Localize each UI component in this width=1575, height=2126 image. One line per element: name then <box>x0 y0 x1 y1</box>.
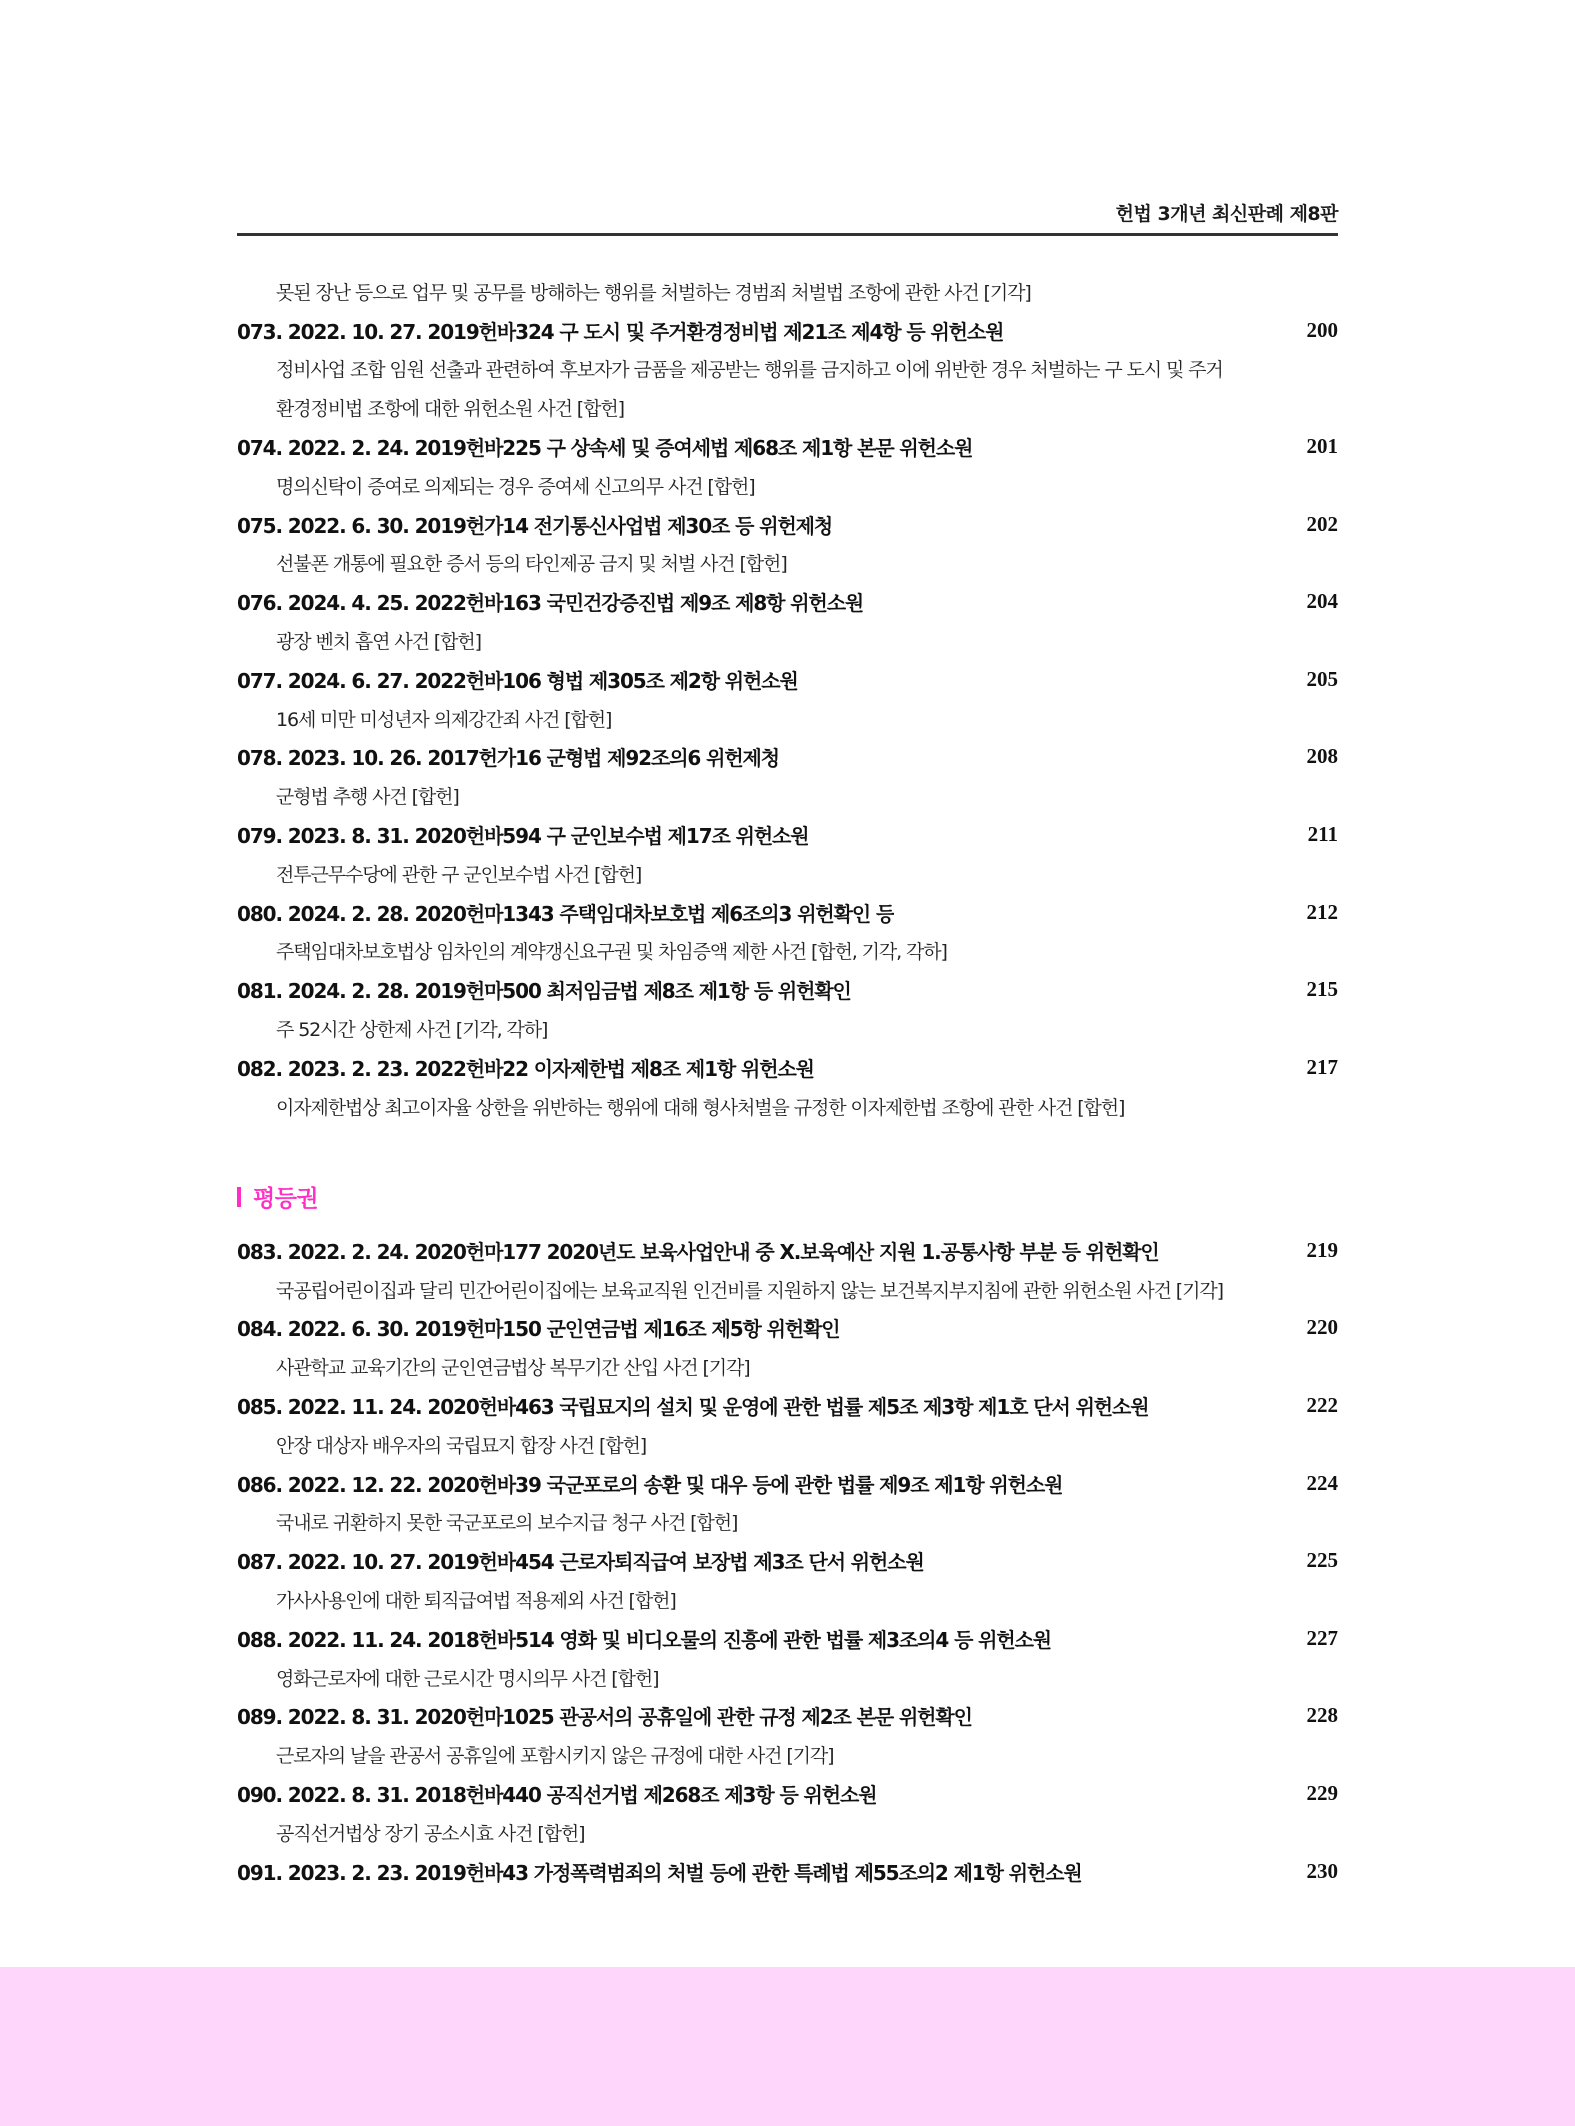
toc-entry-page-number: 217 <box>1306 1054 1338 1079</box>
toc-entry-description: 이자제한법상 최고이자율 상한을 위반하는 행위에 대해 형사처벌을 규정한 이자제한법 조항에 관한 사건 [합헌] <box>276 1096 1125 1119</box>
toc-entry-description: 정비사업 조합 임원 선출과 관련하여 후보자가 금품을 제공받는 행위를 금지하고 이에 위반한 경우 처벌하는 구 도시 및 주거 <box>276 359 1223 382</box>
section-marker-bar <box>237 1187 241 1207</box>
toc-entry <box>237 1619 1338 1658</box>
toc-entry-page-number: 208 <box>1306 744 1338 769</box>
toc-entry-title: 073. 2022. 10. 27. 2019헌바324 구 도시 및 주거환경정비법 제21조 제4항 등 위헌소원 <box>237 319 1004 344</box>
toc-entry-page-number: 215 <box>1306 977 1338 1002</box>
toc-entry <box>237 1541 1338 1580</box>
entry-description-continuation: 못된 장난 등으로 업무 및 공무를 방해하는 행위를 처벌하는 경범죄 처벌법 조항에 관한 사건 [기각] <box>276 281 1031 304</box>
toc-entry <box>237 1048 1338 1087</box>
toc-entry-page-number: 227 <box>1306 1625 1338 1650</box>
section-heading <box>237 1180 318 1213</box>
toc-entry-page-number: 229 <box>1306 1781 1338 1806</box>
toc-entry-title: 074. 2022. 2. 24. 2019헌바225 구 상속세 및 증여세법 제68조 제1항 본문 위헌소원 <box>237 436 973 461</box>
toc-entry-description: 군형법 추행 사건 [합헌] <box>276 786 459 809</box>
toc-entry-title: 080. 2024. 2. 28. 2020헌마1343 주택임대차보호법 제6조의3 위헌확인 등 <box>237 901 895 926</box>
toc-entry-page-number: 230 <box>1306 1858 1338 1883</box>
toc-entry-description: 주택임대차보호법상 임차인의 계약갱신요구권 및 차임증액 제한 사건 [합헌, 기각, 각하] <box>276 941 947 964</box>
toc-entry-description: 국공립어린이집과 달리 민간어린이집에는 보육교직원 인건비를 지원하지 않는 보건복지부지침에 관한 위헌소원 사건 [기각] <box>276 1279 1223 1302</box>
toc-entry-title: 086. 2022. 12. 22. 2020헌바39 국군포로의 송환 및 대우 등에 관한 법률 제9조 제1항 위헌소원 <box>237 1472 1063 1497</box>
toc-entry-description: 가사사용인에 대한 퇴직급여법 적용제외 사건 [합헌] <box>276 1590 676 1613</box>
toc-entry-page-number: 228 <box>1306 1703 1338 1728</box>
toc-entry-description: 국내로 귀환하지 못한 국군포로의 보수지급 청구 사건 [합헌] <box>276 1512 738 1535</box>
toc-entry-title: 083. 2022. 2. 24. 2020헌마177 2020년도 보육사업안내 중 Ⅹ.보육예산 지원 1.공통사항 부분 등 위헌확인 <box>237 1239 1159 1264</box>
toc-entry-title: 079. 2023. 8. 31. 2020헌바594 구 군인보수법 제17조 위헌소원 <box>237 824 809 849</box>
toc-entry <box>237 1697 1338 1736</box>
toc-entry <box>237 1852 1338 1891</box>
toc-entry <box>237 1386 1338 1425</box>
toc-entry-page-number: 205 <box>1306 666 1338 691</box>
toc-entry-description: 주 52시간 상한제 사건 [기각, 각하] <box>276 1019 548 1042</box>
toc-entry-page-number: 211 <box>1307 822 1338 847</box>
toc-entry-page-number: 222 <box>1306 1393 1338 1418</box>
toc-entry-title: 078. 2023. 10. 26. 2017헌가16 군형법 제92조의6 위헌제청 <box>237 746 779 771</box>
toc-entry-page-number: 200 <box>1306 317 1338 342</box>
toc-entry <box>237 815 1338 854</box>
toc-entry-title: 091. 2023. 2. 23. 2019헌바43 가정폭력범죄의 처벌 등에 관한 특례법 제55조의2 제1항 위헌소원 <box>237 1860 1082 1885</box>
toc-entry-description: 영화근로자에 대한 근로시간 명시의무 사건 [합헌] <box>276 1667 659 1690</box>
toc-entry <box>237 427 1338 466</box>
toc-entry <box>237 660 1338 699</box>
toc-entry-description: 선불폰 개통에 필요한 증서 등의 타인제공 금지 및 처벌 사건 [합헌] <box>276 553 787 576</box>
toc-entry <box>237 582 1338 621</box>
toc-entry <box>237 311 1338 350</box>
toc-entry-title: 087. 2022. 10. 27. 2019헌바454 근로자퇴직급여 보장법 제3조 단서 위헌소원 <box>237 1550 924 1575</box>
toc-section-2 <box>237 1231 1338 1891</box>
toc-entry-title: 085. 2022. 11. 24. 2020헌바463 국립묘지의 설치 및 운영에 관한 법률 제5조 제3항 제1호 단서 위헌소원 <box>237 1395 1149 1420</box>
toc-entry-description: 근로자의 날을 관공서 공휴일에 포함시키지 않은 규정에 대한 사건 [기각] <box>276 1745 834 1768</box>
toc-entry-page-number: 204 <box>1306 589 1338 614</box>
toc-entry-title: 088. 2022. 11. 24. 2018헌바514 영화 및 비디오물의 진흥에 관한 법률 제3조의4 등 위헌소원 <box>237 1627 1052 1652</box>
toc-entry-page-number: 201 <box>1306 434 1338 459</box>
footer-band <box>0 1967 1575 2126</box>
toc-entry-description: 안장 대상자 배우자의 국립묘지 합장 사건 [합헌] <box>276 1434 647 1457</box>
toc-entry <box>237 738 1338 777</box>
toc-entry-description: 환경정비법 조항에 대한 위헌소원 사건 [합헌] <box>276 398 624 421</box>
toc-section-1 <box>237 272 1338 1126</box>
toc-entry-page-number: 220 <box>1306 1315 1338 1340</box>
toc-entry <box>237 893 1338 932</box>
header-rule <box>237 233 1338 236</box>
toc-entry-page-number: 225 <box>1306 1548 1338 1573</box>
toc-entry-description: 광장 벤치 흡연 사건 [합헌] <box>276 631 481 654</box>
toc-entry <box>237 1774 1338 1813</box>
toc-entry-title: 076. 2024. 4. 25. 2022헌바163 국민건강증진법 제9조 제8항 위헌소원 <box>237 591 864 616</box>
section-title: 평등권 <box>253 1186 319 1212</box>
toc-entry <box>237 505 1338 544</box>
toc-entry-description: 16세 미만 미성년자 의제강간죄 사건 [합헌] <box>276 708 612 731</box>
toc-entry <box>237 970 1338 1009</box>
toc-entry-page-number: 212 <box>1306 899 1338 924</box>
toc-entry <box>237 1464 1338 1503</box>
toc-entry-description: 사관학교 교육기간의 군인연금법상 복무기간 산입 사건 [기각] <box>276 1357 750 1380</box>
running-header-title: 헌법 3개년 최신판례 제8판 <box>1115 203 1338 225</box>
toc-entry-page-number: 219 <box>1306 1237 1338 1262</box>
toc-entry-title: 077. 2024. 6. 27. 2022헌바106 형법 제305조 제2항 위헌소원 <box>237 668 798 693</box>
toc-entry-page-number: 202 <box>1306 511 1338 536</box>
toc-entry-description: 명의신탁이 증여로 의제되는 경우 증여세 신고의무 사건 [합헌] <box>276 475 755 498</box>
toc-entry <box>237 1309 1338 1348</box>
toc-entry-description: 공직선거법상 장기 공소시효 사건 [합헌] <box>276 1822 585 1845</box>
toc-entry-title: 082. 2023. 2. 23. 2022헌바22 이자제한법 제8조 제1항 위헌소원 <box>237 1056 814 1081</box>
toc-entry-title: 075. 2022. 6. 30. 2019헌가14 전기통신사업법 제30조 등 위헌제청 <box>237 513 833 538</box>
toc-entry-title: 090. 2022. 8. 31. 2018헌바440 공직선거법 제268조 제3항 등 위헌소원 <box>237 1783 877 1808</box>
toc-entry-title: 081. 2024. 2. 28. 2019헌마500 최저임금법 제8조 제1항 등 위헌확인 <box>237 979 851 1004</box>
toc-entry-page-number: 224 <box>1306 1470 1338 1495</box>
toc-entry-title: 089. 2022. 8. 31. 2020헌마1025 관공서의 공휴일에 관한 규정 제2조 본문 위헌확인 <box>237 1705 972 1730</box>
toc-entry-title: 084. 2022. 6. 30. 2019헌마150 군인연금법 제16조 제5항 위헌확인 <box>237 1317 840 1342</box>
toc-entry-description: 전투근무수당에 관한 구 군인보수법 사건 [합헌] <box>276 863 642 886</box>
toc-entry <box>237 1231 1338 1270</box>
